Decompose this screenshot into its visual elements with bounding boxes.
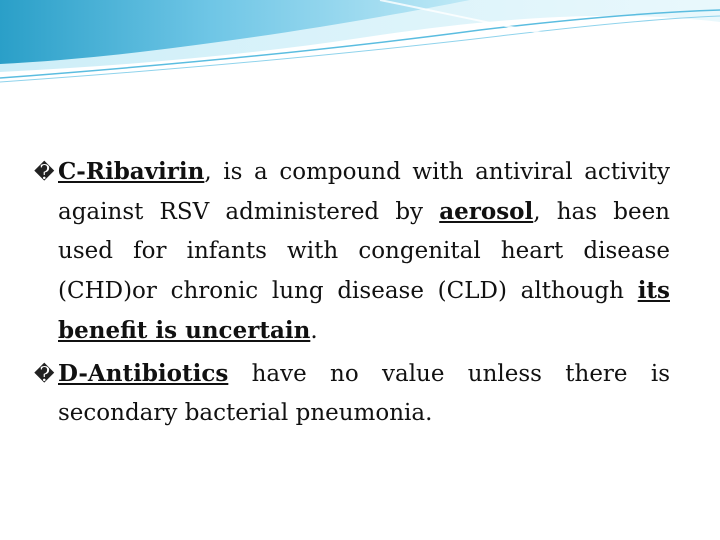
ribavirin-term: C-Ribavirin xyxy=(58,158,205,185)
header-wave-decoration xyxy=(0,0,720,90)
bullet-icon: � xyxy=(34,362,55,386)
para1-text-3: . xyxy=(310,318,318,344)
aerosol-term: aerosol xyxy=(439,198,534,225)
paragraph-antibiotics xyxy=(34,354,670,433)
bullet-icon: � xyxy=(34,160,55,184)
slide-body xyxy=(34,152,670,433)
para2-text-1: have no value unless there is secondary bacterial pneumonia. xyxy=(58,361,670,426)
paragraph-ribavirin xyxy=(34,152,670,351)
para1-text-1: , is a compound with antiviral activity against RSV administered by xyxy=(58,159,670,225)
antibiotics-term: D-Antibiotics xyxy=(58,360,229,387)
benefit-uncertain-term: its benefit is uncertain xyxy=(58,277,670,344)
para1-text-2: , has been used for infants with congenital heart disease (CHD)or chronic lung disease (CLD) although xyxy=(58,199,670,304)
